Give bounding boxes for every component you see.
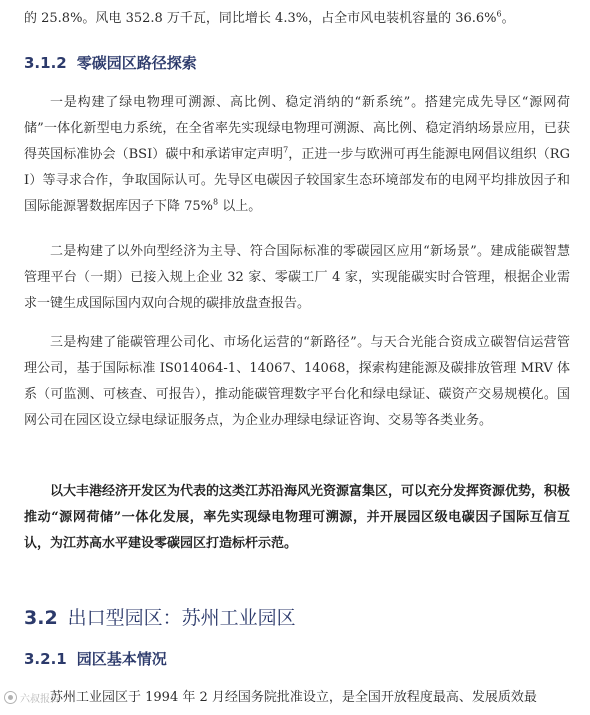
section-heading-3-2 — [24, 605, 296, 631]
watermark-text: 六叔报告 — [20, 694, 60, 705]
paragraph-top-end: 。 — [501, 11, 515, 26]
paragraph-top — [24, 6, 570, 32]
watermark — [4, 690, 60, 705]
paragraph-text: 以上。 — [218, 199, 262, 214]
paragraph-text: 一是构建了绿电物理可溯源、高比例、稳定消纳的“新系统”。搭建完成先导区“源网荷储”一体化新型电力系统，在全省率先实现绿电物理可溯源、高比例、稳定消纳场景应用，已获得英国标准协会（BSI）碳中和承诺审定声明 — [24, 95, 570, 162]
section-title: 园区基本情况 — [76, 650, 167, 668]
paragraph-top-text: 的 25.8%。风电 352.8 万千瓦，同比增长 4.3%，占全市风电装机容量的 36.6% — [24, 11, 497, 26]
section-heading-3-1-2 — [24, 53, 197, 73]
section-title: 零碳园区路径探索 — [76, 54, 197, 72]
watermark-logo-icon — [4, 691, 17, 704]
paragraph-suzhou-intro: 苏州工业园区于 1994 年 2 月经国务院批准设立，是全国开放程度最高、发展质效最 — [50, 690, 537, 705]
section-number: 3.2.1 — [24, 650, 67, 668]
footnote-ref-6[interactable]: 6 — [496, 9, 502, 19]
section-number: 3.2 — [24, 607, 58, 629]
paragraph-new-scenario: 二是构建了以外向型经济为主导、符合国际标准的零碳园区应用“新场景”。建成能碳智慧管理平台（一期）已接入规上企业 32 家、零碳工厂 4 家，实现能碳实时合管理，根据企业需求一键生成国际国内双向合规的碳排放盘查报告。 — [24, 244, 570, 311]
section-heading-3-2-1 — [24, 649, 167, 669]
footnote-ref-8[interactable]: 8 — [213, 197, 219, 207]
paragraph-new-system — [24, 90, 570, 220]
section-title: 出口型园区：苏州工业园区 — [67, 607, 296, 629]
paragraph-new-path: 三是构建了能碳管理公司化、市场化运营的“新路径”。与天合光能合资成立碳智信运营管理公司，基于国际标准 IS014064-1、14067、14068，探索构建能源及碳排放管理 MRV 体系（可监测、可核查、可报告），推动能碳管理数字平台化和绿电绿证、碳资产交易规模化。国网公司在园区设立绿电绿证服务点，为企业办理绿电绿证咨询、交易等各类业务。 — [24, 335, 570, 428]
section-number: 3.1.2 — [24, 54, 67, 72]
footnote-ref-7[interactable]: 7 — [283, 145, 289, 155]
paragraph-text: ，正进一步与欧洲可再生能源电网倡议组织（RGI）等寻求合作，争取国际认可。先导区电碳因子较国家生态环境部发布的电网平均排放因子和国际能源署数据库因子下降 75% — [24, 147, 570, 214]
paragraph-summary: 以大丰港经济开发区为代表的这类江苏沿海风光资源富集区，可以充分发挥资源优势，积极推动“源网荷储”一体化发展，率先实现绿电物理可溯源，并开展园区级电碳因子国际互信互认，为江苏高水平建设零碳园区打造标杆示范。 — [24, 484, 571, 551]
